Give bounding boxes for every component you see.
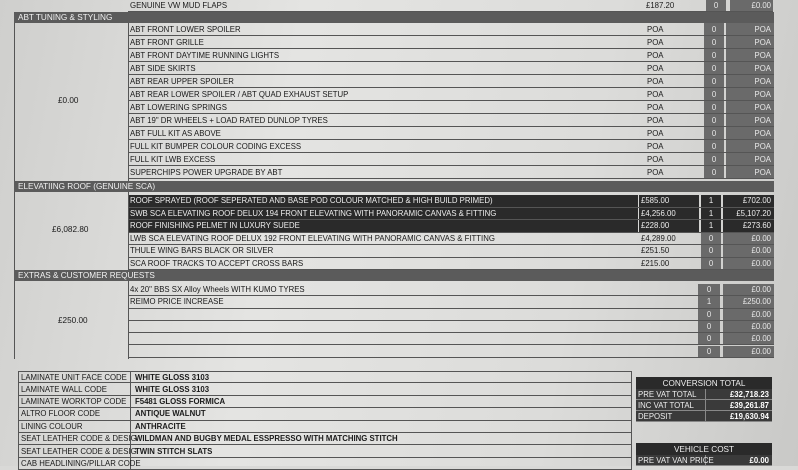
item-total: £273.60 (723, 220, 774, 232)
spec-label: LAMINATE UNIT FACE CODE (19, 372, 131, 382)
spec-value: F5481 GLOSS FORMICA (135, 396, 226, 406)
spec-value (133, 458, 633, 469)
item-price: £228.00 (639, 220, 699, 232)
item-price: POA (647, 24, 664, 34)
summary-value: £19,630.94 (729, 411, 769, 421)
item-total: £5,107.20 (723, 208, 774, 220)
spec-row (18, 408, 632, 420)
item-description: SUPERCHIPS POWER UPGRADE BY ABT (130, 167, 283, 177)
table-row (128, 153, 774, 166)
item-total: POA (726, 166, 774, 178)
item-price (634, 296, 696, 307)
vehicle-cost-heading: VEHICLE COST (636, 443, 772, 455)
table-row (128, 321, 774, 333)
item-qty: 0 (698, 321, 720, 332)
item-price (634, 346, 696, 357)
item-description: ABT REAR LOWER SPOILER / ABT QUAD EXHAUST SETUP (130, 89, 349, 99)
section-heading-abt: ABT TUNING & STYLING (14, 12, 774, 23)
item-qty: 0 (704, 88, 724, 100)
item-total: POA (726, 114, 774, 126)
item-qty: 0 (704, 62, 724, 74)
spec-row (18, 396, 632, 408)
item-description: ABT SIDE SKIRTS (130, 63, 196, 73)
divider (128, 192, 129, 270)
item-qty: 0 (704, 127, 724, 139)
table-row (128, 284, 774, 296)
table-row (128, 195, 774, 208)
table-row (128, 23, 774, 36)
item-description (128, 333, 634, 344)
table-row (128, 75, 774, 88)
item-description: ABT FULL KIT AS ABOVE (130, 128, 221, 138)
item-description: LWB SCA ELEVATING ROOF DELUX 192 FRONT ELEVATING WITH PANORAMIC CANVAS & FITTING (130, 233, 495, 243)
item-qty: 1 (698, 296, 720, 307)
spec-row (18, 371, 632, 383)
item-price (634, 284, 696, 295)
item-qty: 0 (704, 49, 724, 61)
item-price: POA (647, 50, 664, 60)
item-total: £0.00 (723, 258, 774, 270)
summary-row (636, 411, 772, 422)
table-row (128, 208, 774, 221)
spec-row (18, 445, 632, 457)
table-row (128, 101, 774, 114)
item-description: SWB SCA ELEVATING ROOF DELUX 194 FRONT ELEVATING WITH PANORAMIC CANVAS & FITTING (128, 208, 638, 220)
spec-value: TWIN STITCH SLATS (135, 446, 213, 456)
item-description (128, 346, 634, 357)
table-row (128, 49, 774, 62)
table-row (128, 233, 774, 246)
spec-label: LAMINATE WALL CODE (19, 383, 131, 394)
table-row (128, 333, 774, 345)
table-row (128, 0, 773, 12)
item-description: FULL KIT BUMPER COLOUR CODING EXCESS (130, 141, 302, 151)
item-qty: 0 (704, 75, 724, 87)
table-row (128, 258, 774, 271)
item-price: POA (647, 141, 664, 151)
item-total: £0.00 (723, 333, 774, 344)
item-description (128, 321, 634, 332)
item-description: ROOF SPRAYED (ROOF SEPERATED AND BASE POD COLOUR MATCHED & HIGH BUILD PRIMED) (128, 195, 638, 207)
item-description: SCA ROOF TRACKS TO ACCEPT CROSS BARS (130, 258, 304, 268)
divider (14, 192, 15, 270)
item-price (634, 333, 696, 344)
spec-label: ALTRO FLOOR CODE (19, 408, 131, 419)
table-row (128, 296, 774, 308)
item-qty: 0 (704, 101, 724, 113)
item-description: ABT LOWERING SPRINGS (130, 102, 227, 112)
item-total: £0.00 (723, 309, 774, 320)
item-description: GENUINE VW MUD FLAPS (130, 1, 228, 10)
table-row (128, 127, 774, 140)
item-total: £0.00 (723, 321, 774, 332)
item-total: £702.00 (723, 195, 774, 207)
item-total: £0.00 (723, 233, 774, 245)
spec-label: SEAT LEATHER CODE & DESIG (21, 446, 137, 456)
item-qty: 0 (701, 258, 721, 270)
item-price: £215.00 (641, 258, 670, 268)
item-description: ROOF FINISHING PELMET IN LUXURY SUEDE (128, 220, 638, 232)
item-qty: 0 (698, 346, 720, 357)
item-total: POA (726, 62, 774, 74)
item-qty: 1 (701, 195, 721, 207)
spec-value: ANTHRACITE (135, 421, 186, 431)
item-qty: 0 (704, 153, 724, 165)
item-qty: 0 (704, 36, 724, 48)
spec-label: SEAT LEATHER CODE & DESIG (21, 434, 137, 444)
table-row (128, 36, 774, 49)
item-price: POA (647, 37, 664, 47)
item-qty: 0 (704, 114, 724, 126)
spec-row (18, 383, 632, 395)
item-total: POA (726, 23, 774, 35)
table-row (128, 62, 774, 75)
table-row (128, 220, 774, 233)
item-qty: 0 (704, 140, 724, 152)
roof-group-total: £6,082.80 (52, 225, 89, 234)
item-total: £250.00 (723, 296, 774, 307)
item-total: POA (726, 127, 774, 139)
item-price (634, 309, 696, 320)
item-qty: 0 (706, 0, 726, 11)
item-price: £4,289.00 (641, 233, 676, 243)
item-description: ABT FRONT DAYTIME RUNNING LIGHTS (130, 50, 280, 60)
table-row (128, 140, 774, 153)
item-price: £4,256.00 (639, 208, 699, 220)
item-total: POA (726, 153, 774, 165)
item-total: POA (726, 75, 774, 87)
summary-label: PRE VAT VAN PRICE (638, 455, 714, 465)
spec-row (18, 421, 632, 433)
item-description: ABT FRONT LOWER SPOILER (130, 24, 241, 34)
item-price: POA (647, 89, 664, 99)
item-price: POA (647, 128, 664, 138)
item-price: £585.00 (639, 195, 699, 207)
item-total: POA (726, 140, 774, 152)
item-description: REIMO PRICE INCREASE (130, 297, 224, 307)
item-description: ABT 19" DR WHEELS + LOAD RATED DUNLOP TYRES (130, 115, 328, 125)
item-total: £0.00 (730, 0, 773, 11)
summary-row (636, 400, 772, 411)
divider (128, 281, 129, 359)
item-price: POA (647, 102, 664, 112)
item-price (634, 321, 696, 332)
item-description: 4x 20" BBS SX Alloy Wheels WITH KUMO TYRES (130, 285, 305, 295)
item-description: THULE WING BARS BLACK OR SILVER (130, 246, 274, 256)
abt-group-total: £0.00 (58, 96, 79, 105)
summary-value: £0.00 (749, 455, 769, 465)
item-qty: 0 (701, 233, 721, 245)
summary-value: £39,261.87 (729, 400, 769, 410)
item-description: ABT FRONT GRILLE (130, 37, 204, 47)
item-qty: 0 (698, 284, 720, 295)
conversion-total-heading: CONVERSION TOTAL (636, 377, 772, 389)
spec-value: WILDMAN AND BUGBY MEDAL ESSPRESSO WITH MATCHING STITCH (135, 434, 398, 444)
spec-row (18, 433, 632, 445)
item-total: POA (726, 101, 774, 113)
table-row (128, 114, 774, 127)
extras-group-total: £250.00 (58, 316, 88, 325)
item-qty: 1 (701, 208, 721, 220)
summary-row (636, 455, 772, 466)
item-price: POA (647, 154, 664, 164)
spec-label: LAMINATE WORKTOP CODE (19, 396, 131, 407)
spec-label: CAB HEADLINING/PILLAR CODE (21, 458, 141, 468)
divider (14, 281, 15, 359)
item-description (128, 309, 634, 320)
spec-value: ANTIQUE WALNUT (135, 409, 206, 419)
item-price: £251.50 (641, 246, 670, 256)
item-price: POA (647, 167, 664, 177)
item-qty: 0 (704, 166, 724, 178)
section-heading-extras: EXTRAS & CUSTOMER REQUESTS (14, 270, 774, 281)
item-total: £0.00 (723, 284, 774, 295)
table-row (128, 245, 774, 258)
item-qty: 0 (704, 23, 724, 35)
spec-value: WHITE GLOSS 3103 (135, 372, 210, 382)
table-row (128, 88, 774, 101)
item-total: £0.00 (723, 346, 774, 357)
divider (14, 23, 15, 181)
summary-value: £32,718.23 (729, 389, 769, 399)
item-qty: 0 (698, 333, 720, 344)
table-row (128, 346, 774, 358)
item-qty: 1 (701, 220, 721, 232)
table-row (128, 166, 774, 179)
spec-value: WHITE GLOSS 3103 (135, 384, 210, 394)
spec-row (18, 458, 632, 470)
summary-label: PRE VAT TOTAL (636, 389, 706, 399)
item-total: POA (726, 49, 774, 61)
section-heading-roof: ELEVATIING ROOF (GENUINE SCA) (14, 181, 774, 192)
item-total: £0.00 (723, 245, 774, 257)
table-row (128, 309, 774, 321)
summary-label: DEPOSIT (636, 411, 706, 421)
item-qty: 0 (698, 309, 720, 320)
item-price: POA (647, 115, 664, 125)
item-price: POA (647, 76, 664, 86)
item-price: POA (647, 63, 664, 73)
item-price: £187.20 (646, 1, 675, 10)
summary-label: INC VAT TOTAL (636, 400, 706, 410)
item-qty: 0 (701, 245, 721, 257)
item-total: POA (726, 88, 774, 100)
item-total: POA (726, 36, 774, 48)
item-description: FULL KIT LWB EXCESS (130, 154, 216, 164)
spec-label: LINING COLOUR (19, 421, 131, 432)
summary-row (636, 389, 772, 400)
item-description: ABT REAR UPPER SPOILER (130, 76, 234, 86)
divider (128, 23, 129, 181)
